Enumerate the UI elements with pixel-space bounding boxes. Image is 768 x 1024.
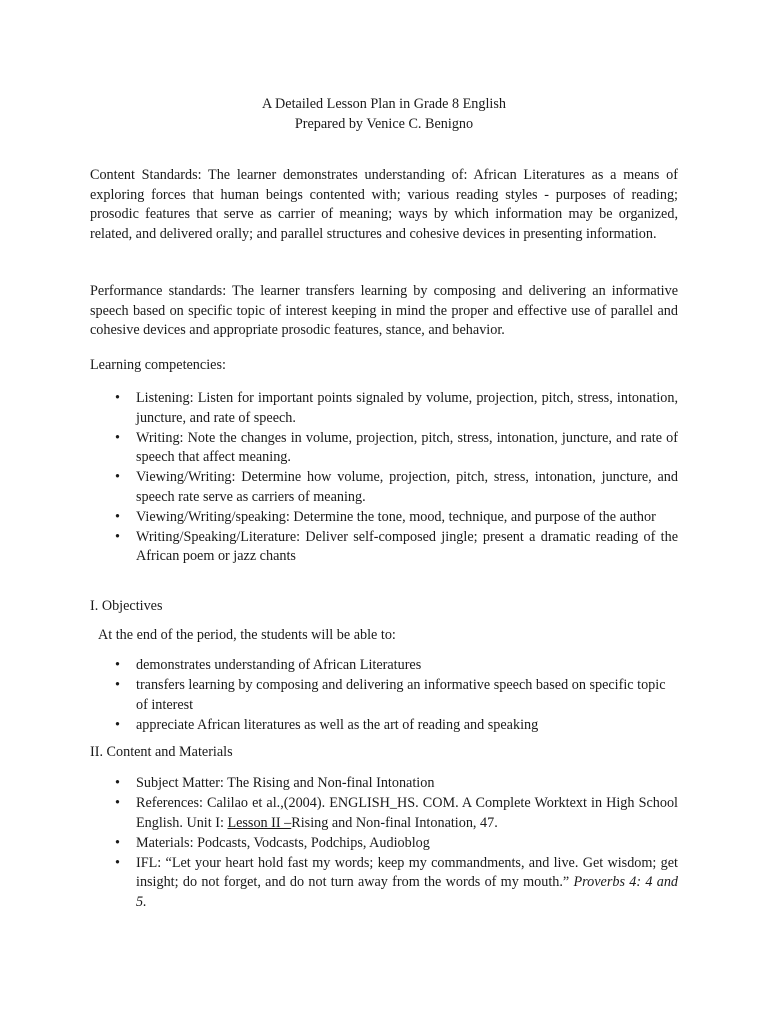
list-item: • Materials: Podcasts, Vodcasts, Podchips, Audioblog — [0, 834, 678, 854]
content-materials-list — [0, 774, 678, 913]
list-item: • Writing/Speaking/Literature: Deliver self-composed jingle; present a dramatic reading of the African poem or jazz chants — [115, 528, 678, 564]
list-item: • transfers learning by composing and delivering an informative speech based on specific topic of interest — [115, 677, 666, 713]
bullet-icon: • — [115, 834, 120, 851]
bullet-icon: • — [115, 854, 120, 871]
list-item: • Viewing/Writing: Determine how volume, projection, pitch, stress, intonation, juncture, and speech rate serve as carriers of meaning. — [115, 469, 678, 505]
document-header — [0, 94, 768, 134]
bullet-icon: • — [115, 528, 120, 545]
bullet-icon: • — [115, 657, 120, 673]
performance-standards-paragraph: Performance standards: The learner transfers learning by composing and delivering an informative speech based on specific topic of interest keeping in mind the proper and effective use of parallel and cohesive devices and appropriate prosodic features, stance, and behavior. — [90, 283, 678, 338]
bullet-icon: • — [115, 390, 120, 406]
bullet-icon: • — [115, 795, 120, 811]
objectives-intro: At the end of the period, the students will be able to: — [98, 627, 396, 643]
list-item: • Subject Matter: The Rising and Non-final Intonation — [0, 774, 678, 794]
content-materials-heading: II. Content and Materials — [90, 744, 233, 760]
competencies-list — [0, 389, 678, 567]
bullet-icon: • — [115, 775, 120, 791]
document-author: Prepared by Venice C. Benigno — [294, 116, 474, 132]
list-item: • Listening: Listen for important points signaled by volume, projection, pitch, stress, intonation, juncture, and rate of speech. — [115, 390, 678, 426]
bullet-icon: • — [115, 677, 120, 693]
content-standards-paragraph: Content Standards: The learner demonstrates understanding of: African Literatures as a means of exploring forces that human beings contented with; various reading styles - purposes of reading; prosodic features that serve as carrier of meaning; ways by which information may be organized, related, and delivered orally; and parallel structures and cohesive devices in presenting information. — [90, 167, 678, 242]
competencies-heading: Learning competencies: — [90, 357, 226, 373]
bullet-icon: • — [115, 508, 120, 525]
list-item: • IFL: “Let your heart hold fast my words; keep my commandments, and live. Get wisdom; get insight; do not forget, and do not turn away from the words of my mouth.” Proverbs 4: 4 and 5. — [115, 854, 679, 910]
objectives-heading: I. Objectives — [90, 598, 163, 614]
list-item: • demonstrates understanding of African Literatures — [0, 656, 678, 676]
lesson-reference: Lesson II – — [227, 814, 292, 831]
bullet-icon: • — [115, 716, 120, 733]
list-item: • Viewing/Writing/speaking: Determine the tone, mood, technique, and purpose of the author — [0, 508, 678, 528]
bullet-icon: • — [115, 429, 120, 446]
list-item: • appreciate African literatures as well as the art of reading and speaking — [0, 716, 678, 736]
ifl-source: Proverbs 4: 4 and 5. — [136, 874, 679, 910]
list-item: • References: Calilao et al.,(2004). ENGLISH_HS. COM. A Complete Worktext in High School English. Unit I: Lesson II –Rising and Non-final Intonation, 47. — [115, 795, 678, 831]
objectives-list — [0, 656, 678, 736]
list-item: • Writing: Note the changes in volume, projection, pitch, stress, intonation, juncture, and rate of speech that affect meaning. — [115, 429, 678, 465]
bullet-icon: • — [115, 469, 120, 485]
document-title: A Detailed Lesson Plan in Grade 8 English — [262, 96, 506, 112]
